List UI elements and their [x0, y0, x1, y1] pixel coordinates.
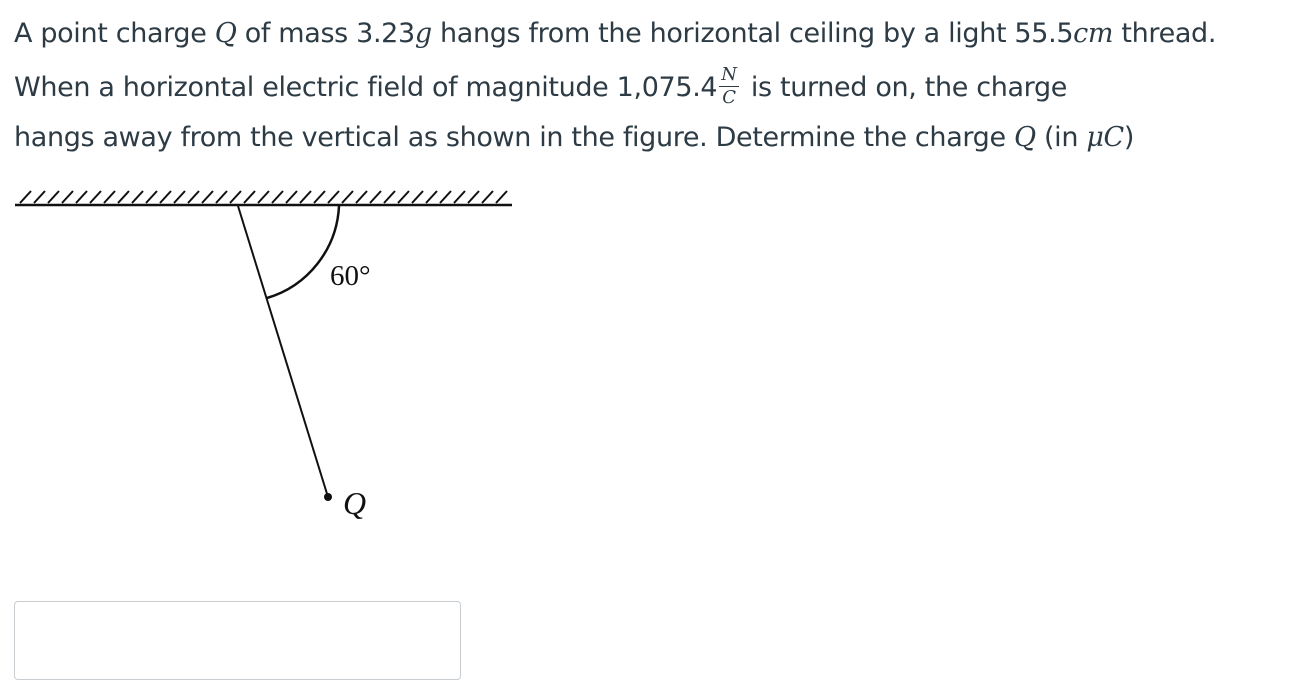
- pendulum-figure: [0, 175, 530, 535]
- question-line-1: [14, 18, 1216, 50]
- field-unit-fraction: [719, 66, 738, 107]
- fraction-denominator: C: [722, 87, 736, 108]
- charge-label: Q: [343, 485, 367, 521]
- question-line-3: [14, 122, 1134, 154]
- charge-symbol: Q: [1013, 122, 1036, 153]
- length-unit: cm: [1073, 18, 1114, 49]
- ceiling-hatching: [20, 191, 507, 203]
- question-text-segment: thread.: [1113, 18, 1217, 49]
- pendulum-thread: [238, 206, 328, 497]
- question-line-2: [14, 64, 1067, 109]
- fraction-numerator: N: [721, 64, 737, 85]
- mass-unit: g: [414, 18, 432, 49]
- charge-unit: μC: [1086, 122, 1124, 153]
- charge-dot: [324, 493, 332, 501]
- question-text-segment: of mass 3.23: [236, 18, 415, 49]
- charge-symbol: Q: [214, 18, 237, 49]
- question-text-segment: (in: [1035, 122, 1087, 153]
- angle-label: 60°: [330, 260, 371, 292]
- question-text-segment: ): [1123, 122, 1135, 153]
- answer-input[interactable]: [14, 601, 461, 680]
- question-text-segment: When a horizontal electric field of magnitude 1,075.4: [14, 72, 718, 103]
- question-text-segment: hangs from the horizontal ceiling by a light 55.5: [431, 18, 1074, 49]
- angle-arc: [267, 206, 339, 298]
- question-text-segment: A point charge: [14, 18, 215, 49]
- question-text-segment: is turned on, the charge: [742, 72, 1067, 103]
- question-text-segment: hangs away from the vertical as shown in the figure. Determine the charge: [14, 122, 1014, 153]
